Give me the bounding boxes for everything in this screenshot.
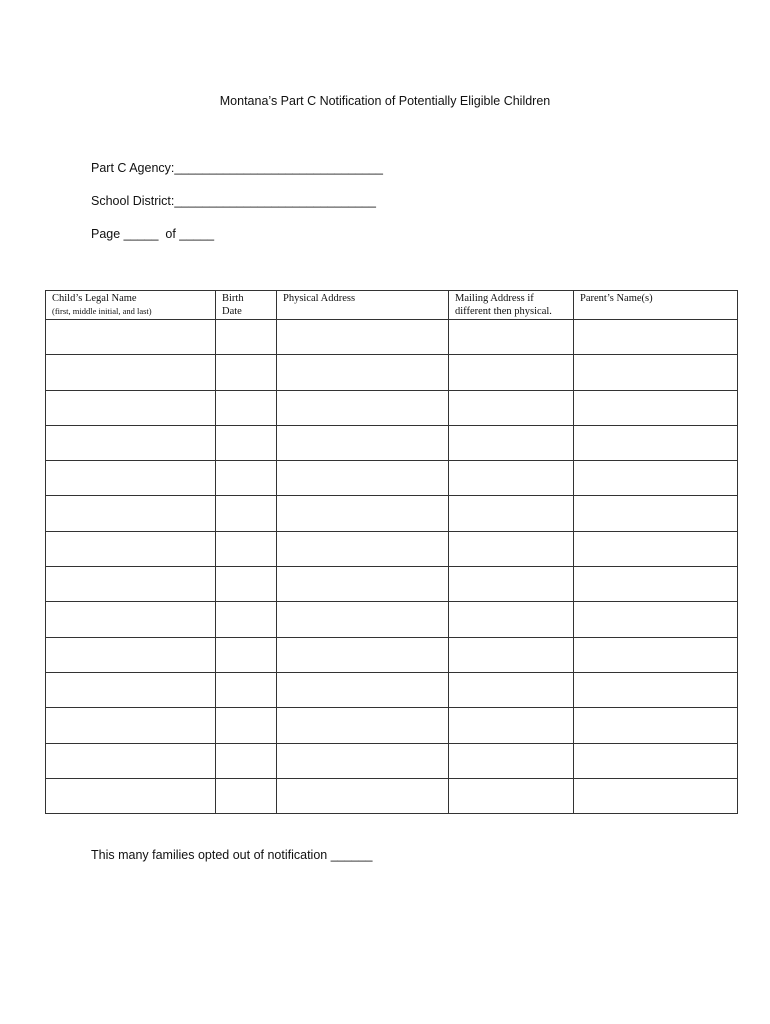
table-row (46, 743, 738, 778)
child-name-cell[interactable] (46, 496, 216, 531)
birth-date-cell[interactable] (216, 425, 277, 460)
header-label: Birth (222, 293, 244, 304)
table-row (46, 320, 738, 355)
mailing-address-cell[interactable] (449, 320, 574, 355)
mailing-address-cell[interactable] (449, 743, 574, 778)
mailing-address-cell[interactable] (449, 567, 574, 602)
physical-address-cell[interactable] (277, 320, 449, 355)
table-header-row (46, 291, 738, 320)
parent-names-cell[interactable] (574, 567, 738, 602)
table-row (46, 425, 738, 460)
physical-address-cell[interactable] (277, 637, 449, 672)
birth-date-cell[interactable] (216, 708, 277, 743)
mailing-address-cell[interactable] (449, 778, 574, 813)
parent-names-cell[interactable] (574, 778, 738, 813)
birth-date-cell[interactable] (216, 320, 277, 355)
page-number-field[interactable]: Page _____ of _____ (91, 227, 215, 241)
table-row (46, 567, 738, 602)
child-name-cell[interactable] (46, 602, 216, 637)
parent-names-cell[interactable] (574, 390, 738, 425)
physical-address-cell[interactable] (277, 531, 449, 566)
mailing-address-cell[interactable] (449, 637, 574, 672)
child-name-cell[interactable] (46, 672, 216, 707)
mailing-address-cell[interactable] (449, 425, 574, 460)
physical-address-cell[interactable] (277, 461, 449, 496)
child-name-cell[interactable] (46, 637, 216, 672)
header-physical-address (277, 291, 449, 320)
child-name-cell[interactable] (46, 743, 216, 778)
header-label: Physical Address (283, 293, 356, 304)
parent-names-cell[interactable] (574, 637, 738, 672)
child-name-cell[interactable] (46, 390, 216, 425)
mailing-address-cell[interactable] (449, 355, 574, 390)
mailing-address-cell[interactable] (449, 496, 574, 531)
table-row (46, 390, 738, 425)
child-name-cell[interactable] (46, 778, 216, 813)
header-sublabel: (first, middle initial, and last) (52, 306, 152, 316)
table-row (46, 531, 738, 566)
table-row (46, 778, 738, 813)
mailing-address-cell[interactable] (449, 602, 574, 637)
header-label: Parent’s Name(s) (580, 293, 653, 304)
table-row (46, 637, 738, 672)
physical-address-cell[interactable] (277, 425, 449, 460)
table-row (46, 461, 738, 496)
physical-address-cell[interactable] (277, 743, 449, 778)
physical-address-cell[interactable] (277, 496, 449, 531)
birth-date-cell[interactable] (216, 496, 277, 531)
physical-address-cell[interactable] (277, 567, 449, 602)
physical-address-cell[interactable] (277, 708, 449, 743)
page-title: Montana’s Part C Notification of Potentially Eligible Children (219, 94, 551, 108)
table-row (46, 672, 738, 707)
birth-date-cell[interactable] (216, 461, 277, 496)
header-birth-date (216, 291, 277, 320)
mailing-address-cell[interactable] (449, 390, 574, 425)
parent-names-cell[interactable] (574, 672, 738, 707)
header-mailing-address (449, 291, 574, 320)
parent-names-cell[interactable] (574, 602, 738, 637)
header-label: Child’s Legal Name (52, 293, 137, 304)
birth-date-cell[interactable] (216, 355, 277, 390)
school-district-field[interactable]: School District:_____________________________ (91, 194, 376, 208)
table-row (46, 708, 738, 743)
birth-date-cell[interactable] (216, 778, 277, 813)
parent-names-cell[interactable] (574, 355, 738, 390)
header-label: Mailing Address if (455, 293, 534, 304)
children-table (45, 290, 738, 814)
child-name-cell[interactable] (46, 531, 216, 566)
parent-names-cell[interactable] (574, 425, 738, 460)
parent-names-cell[interactable] (574, 531, 738, 566)
mailing-address-cell[interactable] (449, 531, 574, 566)
birth-date-cell[interactable] (216, 637, 277, 672)
part-c-agency-field[interactable]: Part C Agency:______________________________ (91, 161, 383, 175)
table-body (46, 320, 738, 814)
table-row (46, 355, 738, 390)
table-row (46, 496, 738, 531)
header-sublabel: Date (222, 306, 242, 317)
mailing-address-cell[interactable] (449, 672, 574, 707)
child-name-cell[interactable] (46, 320, 216, 355)
child-name-cell[interactable] (46, 461, 216, 496)
birth-date-cell[interactable] (216, 390, 277, 425)
parent-names-cell[interactable] (574, 496, 738, 531)
child-name-cell[interactable] (46, 708, 216, 743)
header-child-name (46, 291, 216, 320)
physical-address-cell[interactable] (277, 778, 449, 813)
header-sublabel: different then physical. (455, 306, 552, 317)
birth-date-cell[interactable] (216, 743, 277, 778)
birth-date-cell[interactable] (216, 531, 277, 566)
physical-address-cell[interactable] (277, 602, 449, 637)
child-name-cell[interactable] (46, 425, 216, 460)
birth-date-cell[interactable] (216, 567, 277, 602)
physical-address-cell[interactable] (277, 355, 449, 390)
birth-date-cell[interactable] (216, 672, 277, 707)
parent-names-cell[interactable] (574, 708, 738, 743)
child-name-cell[interactable] (46, 567, 216, 602)
physical-address-cell[interactable] (277, 390, 449, 425)
parent-names-cell[interactable] (574, 461, 738, 496)
birth-date-cell[interactable] (216, 602, 277, 637)
physical-address-cell[interactable] (277, 672, 449, 707)
mailing-address-cell[interactable] (449, 708, 574, 743)
parent-names-cell[interactable] (574, 320, 738, 355)
opt-out-count-field[interactable]: This many families opted out of notification ______ (91, 848, 373, 862)
child-name-cell[interactable] (46, 355, 216, 390)
header-parent-names (574, 291, 738, 320)
parent-names-cell[interactable] (574, 743, 738, 778)
table-row (46, 602, 738, 637)
mailing-address-cell[interactable] (449, 461, 574, 496)
